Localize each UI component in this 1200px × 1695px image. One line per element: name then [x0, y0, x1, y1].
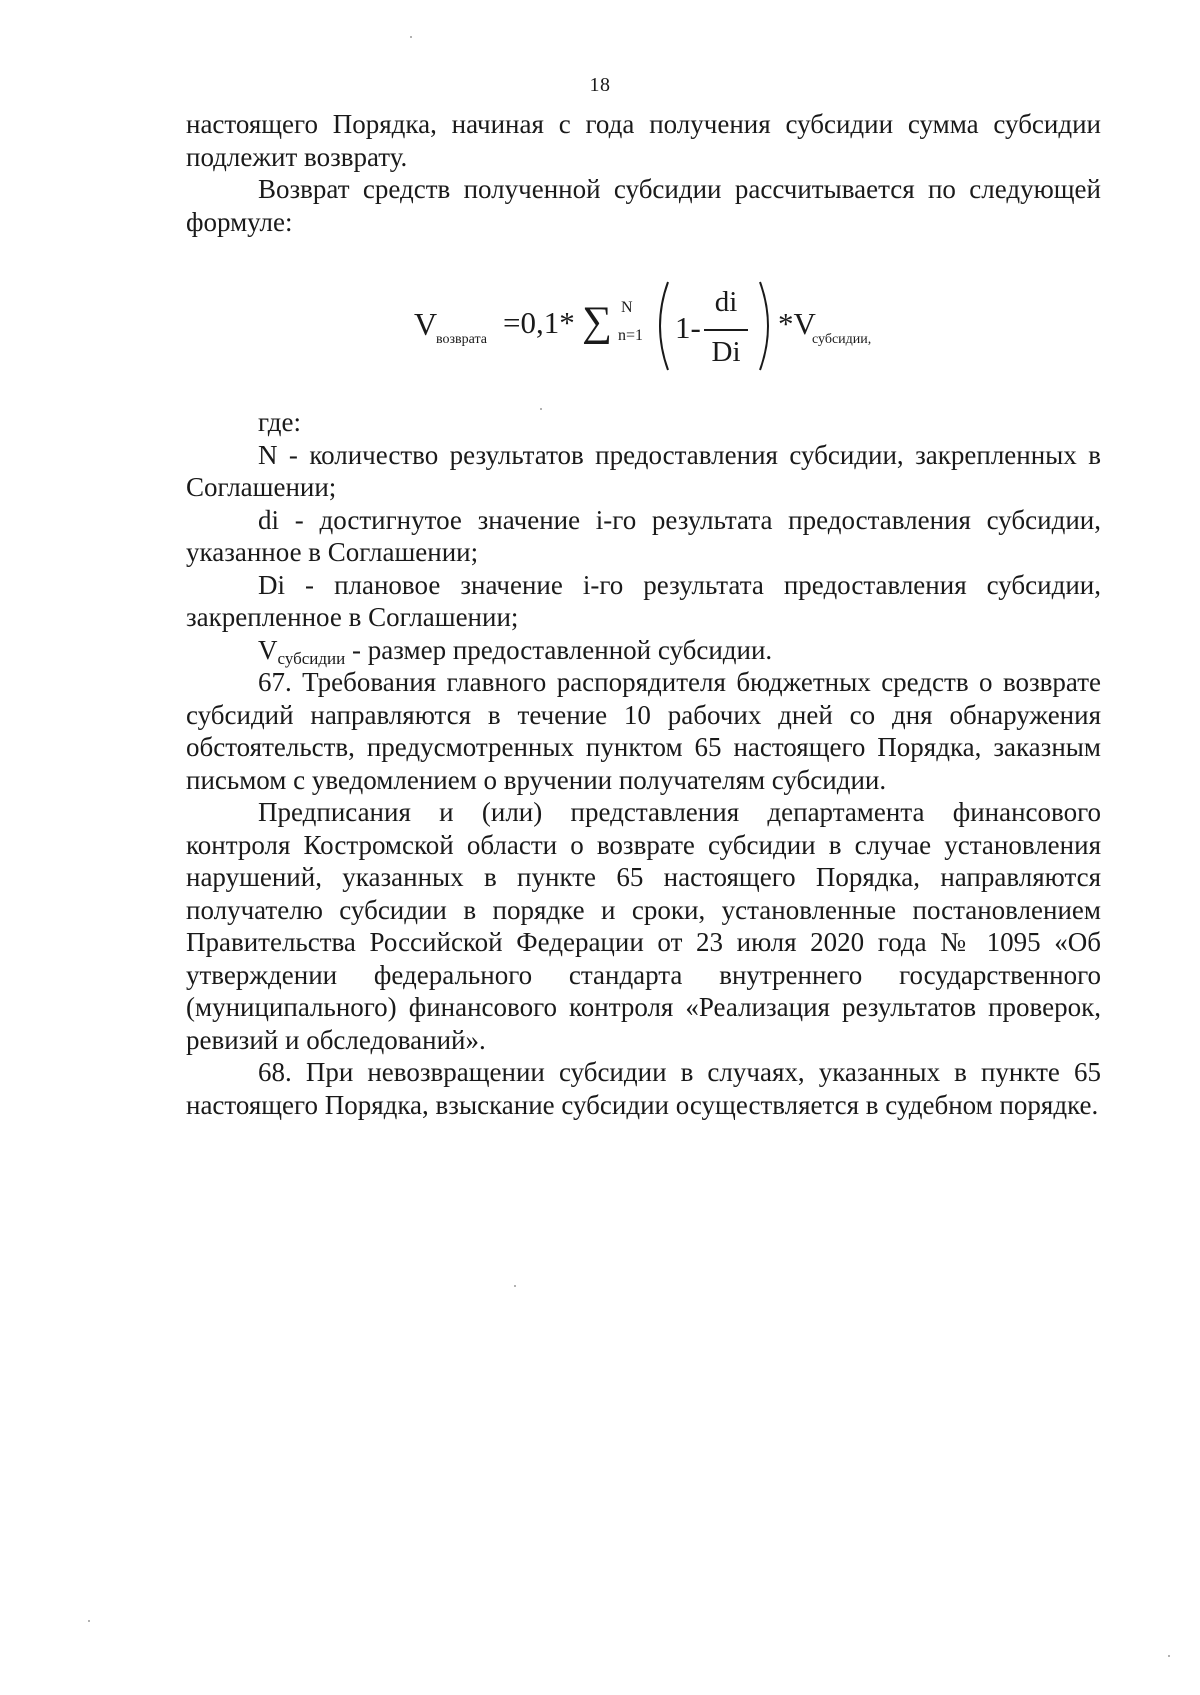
formula-one-minus: 1-	[675, 310, 701, 345]
formula-times-sub	[812, 332, 871, 348]
formula-times-sub-text: субсидии	[812, 332, 868, 347]
formula-lhs-sub: возврата	[436, 332, 488, 347]
formula-right-paren	[756, 280, 778, 372]
scan-speck	[1168, 1655, 1170, 1657]
formula-sum-symbol: ∑	[582, 299, 612, 345]
page-number: 18	[589, 74, 611, 96]
formula-lhs-var: V	[414, 306, 438, 342]
formula-coef: =0,1*	[503, 305, 575, 340]
scan-speck	[410, 36, 412, 38]
formula-fraction-line	[704, 329, 748, 331]
formula-denominator: Di	[711, 336, 741, 368]
formula-times-var: *V	[778, 306, 816, 341]
paragraph-67: 67. Требования главного распорядителя бюджетных средств о возврате субсидий направляются в течение 10 рабочих дней со дня обнаружения обстоятельств, предусмотренных пунктом 65 настоящего Порядка, заказным письмом с уведомлением о вручении получателям субсидии.	[186, 667, 1101, 795]
paragraph-68: 68. При невозвращении субсидии в случаях, указанных в пункте 65 настоящего Порядка, взыскание субсидии осуществляется в судебном порядке.	[186, 1057, 1101, 1120]
paragraph-formula-intro: Возврат средств полученной субсидии рассчитывается по следующей формуле:	[186, 174, 1101, 237]
definition-V-var: V	[258, 634, 278, 665]
formula-trailing-comma: ,	[867, 332, 872, 347]
definition-V	[186, 634, 1101, 667]
scan-speck	[514, 1285, 516, 1287]
text-block-main	[186, 406, 1101, 1121]
formula-numerator: di	[714, 286, 738, 318]
formula-sum-upper: N	[621, 299, 633, 316]
definition-V-sub: субсидии	[277, 648, 346, 668]
definition-Di: Di - плановое значение i-го результата предоставления субсидии, закрепленное в Соглашении;	[186, 569, 1101, 632]
definition-N: N - количество результатов предоставления субсидии, закрепленных в Соглашении;	[186, 439, 1101, 502]
text-block-top	[186, 108, 1101, 238]
definition-V-text: - размер предоставленной субсидии.	[345, 634, 773, 665]
formula-sum-lower: n=1	[618, 327, 644, 344]
formula-left-paren	[650, 280, 672, 372]
scan-speck	[540, 408, 542, 410]
paragraph-continuation: настоящего Порядка, начиная с года получения субсидии сумма субсидии подлежит возврату.	[186, 109, 1101, 172]
where-label: где:	[258, 407, 301, 437]
definition-di: di - достигнутое значение i-го результата предоставления субсидии, указанное в Соглашении;	[186, 504, 1101, 567]
return-formula	[410, 272, 890, 382]
scan-speck	[88, 1620, 90, 1622]
paragraph-67-orders: Предписания и (или) представления департамента финансового контроля Костромской области о возврате субсидии в случае установления нарушений, указанных в пункте 65 настоящего Порядка, направляются получателю субсидии в порядке и сроки, установленные постановлением Правительства Российской Федерации от 23 июля 2020 года № 1095 «Об утверждении федерального стандарта внутреннего государственного (муниципального) финансового контроля «Реализация результатов проверок, ревизий и обследований».	[186, 797, 1101, 1055]
